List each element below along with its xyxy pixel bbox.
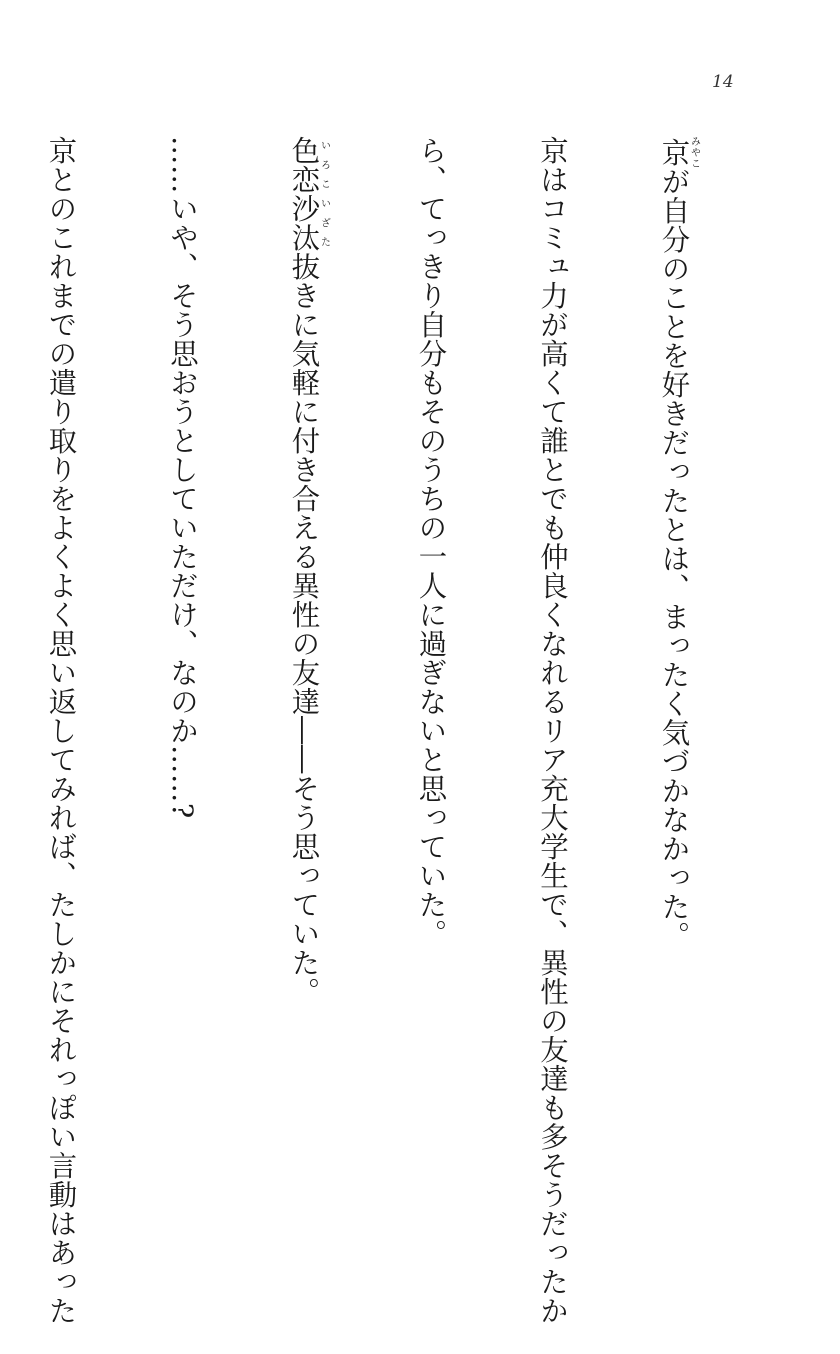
- ruby-word: 京みやこ: [657, 136, 700, 169]
- ruby-reading: いろこいざた: [318, 136, 330, 252]
- text-line-3: ら、てっきり自分もそのうちの一人に過ぎないと思っていた。: [414, 136, 448, 948]
- page-number: 14: [712, 72, 734, 92]
- text-line-6: 京とのこれまでの遣り取りをよくよく思い返してみれば、たしかにそれっぽい言動はあった: [44, 136, 78, 1325]
- text-line-1: 京みやこが自分のことを好きだったとは、まったく気づかなかった。: [657, 136, 700, 950]
- text-line-5: ……いや、そう思おうとしていただけ、なのか……?: [166, 136, 199, 819]
- text-line-4: 色恋沙汰いろこいざた抜きに気軽に付き合える異性の友達――そう思っていた。: [287, 136, 330, 1006]
- ruby-reading: みやこ: [688, 136, 700, 169]
- vertical-text-body: [44, 136, 780, 1325]
- text-line-2: 京はコミュ力が高くて誰とでも仲良くなれるリア充大学生で、異性の友達も多そうだったか: [536, 136, 569, 1325]
- ruby-word: 色恋沙汰いろこいざた: [287, 136, 330, 252]
